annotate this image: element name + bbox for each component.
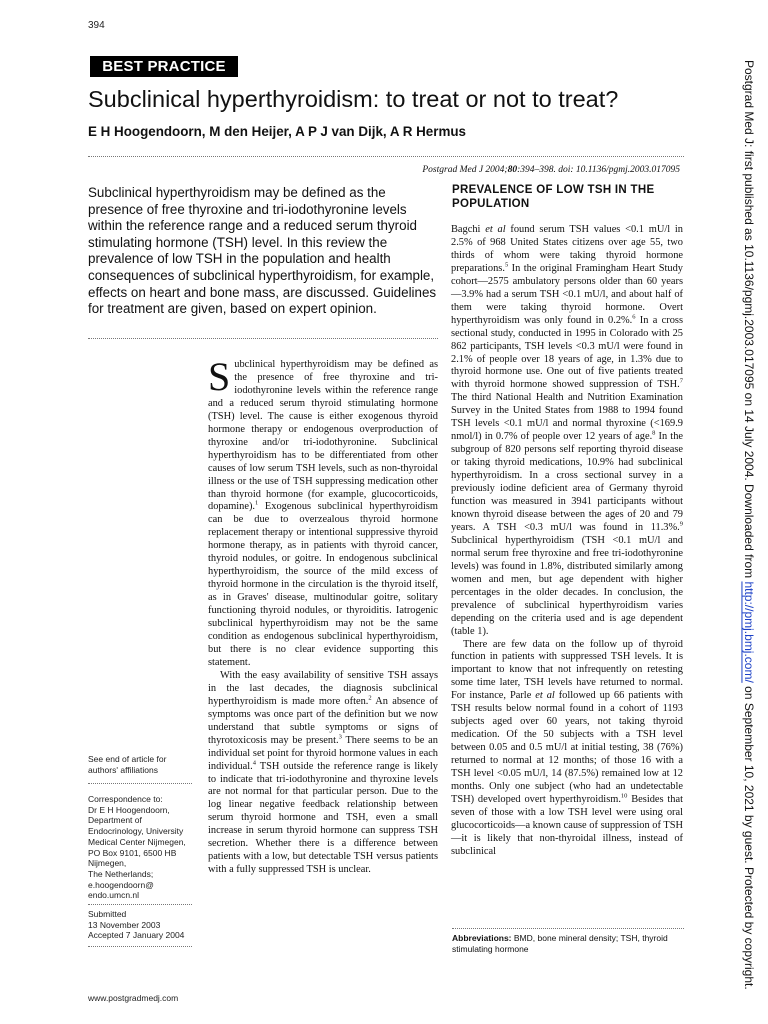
ref-2[interactable]: 2 [368, 694, 372, 702]
banner-link[interactable]: http://pmj.bmj.com/ [742, 581, 756, 683]
prevalence-paragraph-1 [451, 224, 683, 639]
citation-year: 2004; [485, 165, 508, 175]
banner-text-before: Postgrad Med J: first published as 10.1136/pgmj.2003.017095 on 14 July 2004. Downloaded from [742, 60, 756, 582]
ref-9[interactable]: 9 [679, 520, 683, 528]
ref-10[interactable]: 10 [620, 792, 628, 800]
correspondence-line: Medical Center Nijmegen, [88, 836, 186, 847]
prev-p1-a: Bagchi [451, 224, 486, 235]
et-al: et al [485, 224, 506, 235]
prev-p1-d: In a cross sectional study, conducted in 1995 in Colorado with 25 862 participants, TSH levels <0.3 mU/l were found in 2.1% of people over 18 years of age, in 1.3% due to thyroid hormone use. One out of five patients treated with thyroid hormone showed suppression of TSH. [451, 314, 683, 391]
intro-p2-d: TSH outside the reference range is likely to indicate that tri-iodothyronine and thyroxine levels are not normal for that particular person. Due to the log linear negative feedback relationship between serum thyroid hormone and TSH, even a small increase in serum thyroid hormone can suppress TSH secretion. Whether there is a difference between patients with a low, but detectable TSH versus patients with a fully suppressed TSH is unclear. [208, 760, 438, 876]
prev-p1-f: In the subgroup of 820 persons self reporting thyroid disease or taking thyroid medications, 10.9% had subclinical hyperthyroidism. In a cross sectional survey in a previously iodine deficient area of Germany thyroid function was measured in 3941 participants without known thyroid disease between the ages of 20 and 79 years. A TSH <0.3 mU/l was found in 11.3%. [451, 431, 684, 533]
article-title: Subclinical hyperthyroidism: to treat or not to treat? [88, 86, 619, 112]
prev-p2-b: followed up 66 patients with TSH results below normal found in a cohort of 1193 subjects aged over 60 years, not taking thyroid medication. Of the 50 subjects with a TSH level between 0.05 and 0.5 mU/l at initial testing, 38 (76%) returned to normal at 12 months; of those 16 with a TSH level <0.05 mU/l, 14 (87.5%) remained low at 12 months. Only one subject (who had an undetectable TSH) developed overt hyperthyroidism. [451, 690, 683, 805]
vertical-banner-text [742, 60, 756, 990]
submitted-label: Submitted [88, 909, 127, 919]
correspondence-line: Dr E H Hoogendoorn, [88, 804, 170, 815]
banner-text-after: on September 10, 2021 by guest. Protected by copyright. [742, 682, 756, 990]
correspondence-line: Nijmegen, [88, 858, 127, 869]
ref-5[interactable]: 5 [504, 261, 509, 269]
correspondence-line: Correspondence to: [88, 794, 163, 804]
correspondence-email[interactable]: e.hoogendoorn@ [88, 879, 154, 890]
ref-3[interactable]: 3 [338, 733, 342, 741]
prev-p1-e: The third National Health and Nutrition Examination Survey in the United States from 1988 to 1994 found TSH levels <0.1 mU/l and normal thyroxine (<169.9 nmol/l) in 0.7% of people over 12 years of age. [451, 392, 683, 443]
intro-p1-text-b: Exogenous subclinical hyperthyroidism can be due to overzealous thyroid hormone replacement therapy or intentional suppressive thyroid hormone therapy, as in patients with thyroid cancer, thyroid nodules, or goitre. In endogenous subclinical hyperthyroidism, the source of the mild excess of thyroid hormone in the circulation is the thyroid itself, as in Graves' disease, multinodular goitre, solitary functioning thyroid nodules, or thyroiditis. Iatrogenic subclinical hyperthyroidism may not be the same condition as endogenous subclinical hyperthyroidism, but there is no clear evidence supporting this statement. [208, 501, 438, 668]
intro-p2-a: With the easy availability of sensitive TSH assays in the last decades, the diagnosis subclinical hyperthyroidism is made more often. [208, 669, 438, 707]
ref-1[interactable]: 1 [255, 500, 259, 508]
accepted-date: Accepted 7 January 2004 [88, 930, 185, 941]
citation-journal: Postgrad Med J [422, 165, 484, 175]
section-label: BEST PRACTICE [90, 56, 238, 77]
correspondence-line: Department of [88, 815, 142, 826]
correspondence-line: Endocrinology, University [88, 826, 184, 837]
sidebar-divider-2 [88, 904, 192, 905]
abbreviations-box [452, 933, 684, 954]
correspondence-line: PO Box 9101, 6500 HB [88, 847, 177, 858]
drop-cap: S [208, 354, 231, 399]
abstract: Subclinical hyperthyroidism may be defined as the presence of free thyroxine and tri-iodothyronine levels within the reference range and a reduced serum thyroid stimulating hormone (TSH) level. In this review the prevalence of low TSH in the population and health consequences of subclinical hyperthyroidism, for example, effects on heart and bone mass, are discussed. Guidelines for treatment are given, based on expert opinion. [88, 185, 437, 317]
intro-paragraph-1 [208, 354, 438, 670]
ref-4[interactable]: 4 [252, 759, 256, 767]
ref-6[interactable]: 6 [632, 313, 636, 321]
prev-p2-a: There are few data on the follow up of thyroid function in patients with suppressed TSH levels. It is important to know that not infrequently on retesting some time later, TSH levels have returned to normal. For instance, Parle [451, 638, 683, 702]
abbreviations-text: BMD, bone mineral density; TSH, thyroid stimulating hormone [452, 933, 668, 954]
correspondence-line: The Netherlands; [88, 868, 154, 879]
intro-column [208, 354, 438, 877]
intro-p1-text: ubclinical hyperthyroidism may be defined as the presence of free thyroxine and tri-iodothyronine levels within the reference range and a reduced serum thyroid stimulating hormone (TSH) level. The cause is either exogenous thyroid hormone therapy or endogenous overproduction of thyroxine and/or tri-iodothyronine. Subclinical hyperthyroidism has to be differentiated from other causes of low serum TSH levels, such as non-thyroidal illness or the use of TSH suppressing medication other than thyroid hormone (for example, glucocorticoids, dopamine). [208, 359, 438, 513]
author-list: E H Hoogendoorn, M den Heijer, A P J van Dijk, A R Hermus [88, 124, 466, 139]
ref-8[interactable]: 8 [652, 429, 656, 437]
correspondence-block [88, 794, 198, 901]
intro-p2-c: There seems to be an individual set point for thyroid hormone values in each individual. [208, 734, 438, 772]
prevalence-paragraph-2 [451, 639, 683, 859]
citation-line [360, 165, 680, 175]
prev-p1-b: found serum TSH values <0.1 mU/l in 2.5% of 968 United States citizens over age 55, two thirds of whom were taking thyroid hormone preparations. [451, 224, 683, 274]
page-number: 394 [88, 20, 105, 31]
affiliations-note: See end of article for authors' affiliations [88, 754, 167, 775]
et-al: et al [535, 690, 555, 702]
vertical-banner [740, 60, 758, 990]
abbreviations-label: Abbreviations: [452, 933, 512, 943]
prevalence-column [451, 224, 683, 859]
citation-pages-doi: :394–398. doi: 10.1136/pgmj.2003.017095 [517, 165, 680, 175]
sidebar-divider-3 [88, 946, 192, 947]
prev-p1-c: In the original Framingham Heart Study cohort—2575 ambulatory persons older than 60 years—3.9% had a serum TSH <0.1 mU/l, and about half of them were taking thyroid hormone. Overt hyperthyroidism was only found in 0.2%. [451, 262, 683, 326]
abbrev-divider [452, 928, 684, 929]
prev-p1-g: Subclinical hyperthyroidism (TSH <0.1 mU/l and normal serum free thyroxine and free tri-iodothyronine levels) was found in 1.8%, distributed similarly among women and men, but age dependent with higher percentages in the older decades. In conclusion, the prevalence of subclinical hyperthyroidism varies depending on the criteria used and is age dependent (table 1). [451, 534, 683, 637]
prevalence-heading: PREVALENCE OF LOW TSH IN THE POPULATION [452, 184, 655, 210]
title-divider [88, 156, 684, 157]
citation-volume: 80 [507, 165, 518, 175]
ref-7[interactable]: 7 [679, 377, 683, 385]
correspondence-email[interactable]: endo.umcn.nl [88, 890, 140, 901]
footer-url[interactable]: www.postgradmedj.com [88, 993, 179, 1003]
sidebar-divider-1 [88, 783, 192, 784]
prev-p2-c: Besides that seven of those with a low TSH level were using oral glucocorticoids—a known cause of suppression of TSH—it is likely that non-thyroidal illness, instead of subclinical [451, 793, 683, 857]
intro-p2-b: An absence of symptoms was once part of the definition but we now understand that subtle symptoms or signs of thyrotoxicosis may be present. [208, 695, 438, 746]
intro-paragraph-2 [208, 670, 438, 877]
submitted-date: 13 November 2003 [88, 919, 161, 930]
abstract-divider [88, 338, 438, 339]
dates-block [88, 909, 198, 941]
